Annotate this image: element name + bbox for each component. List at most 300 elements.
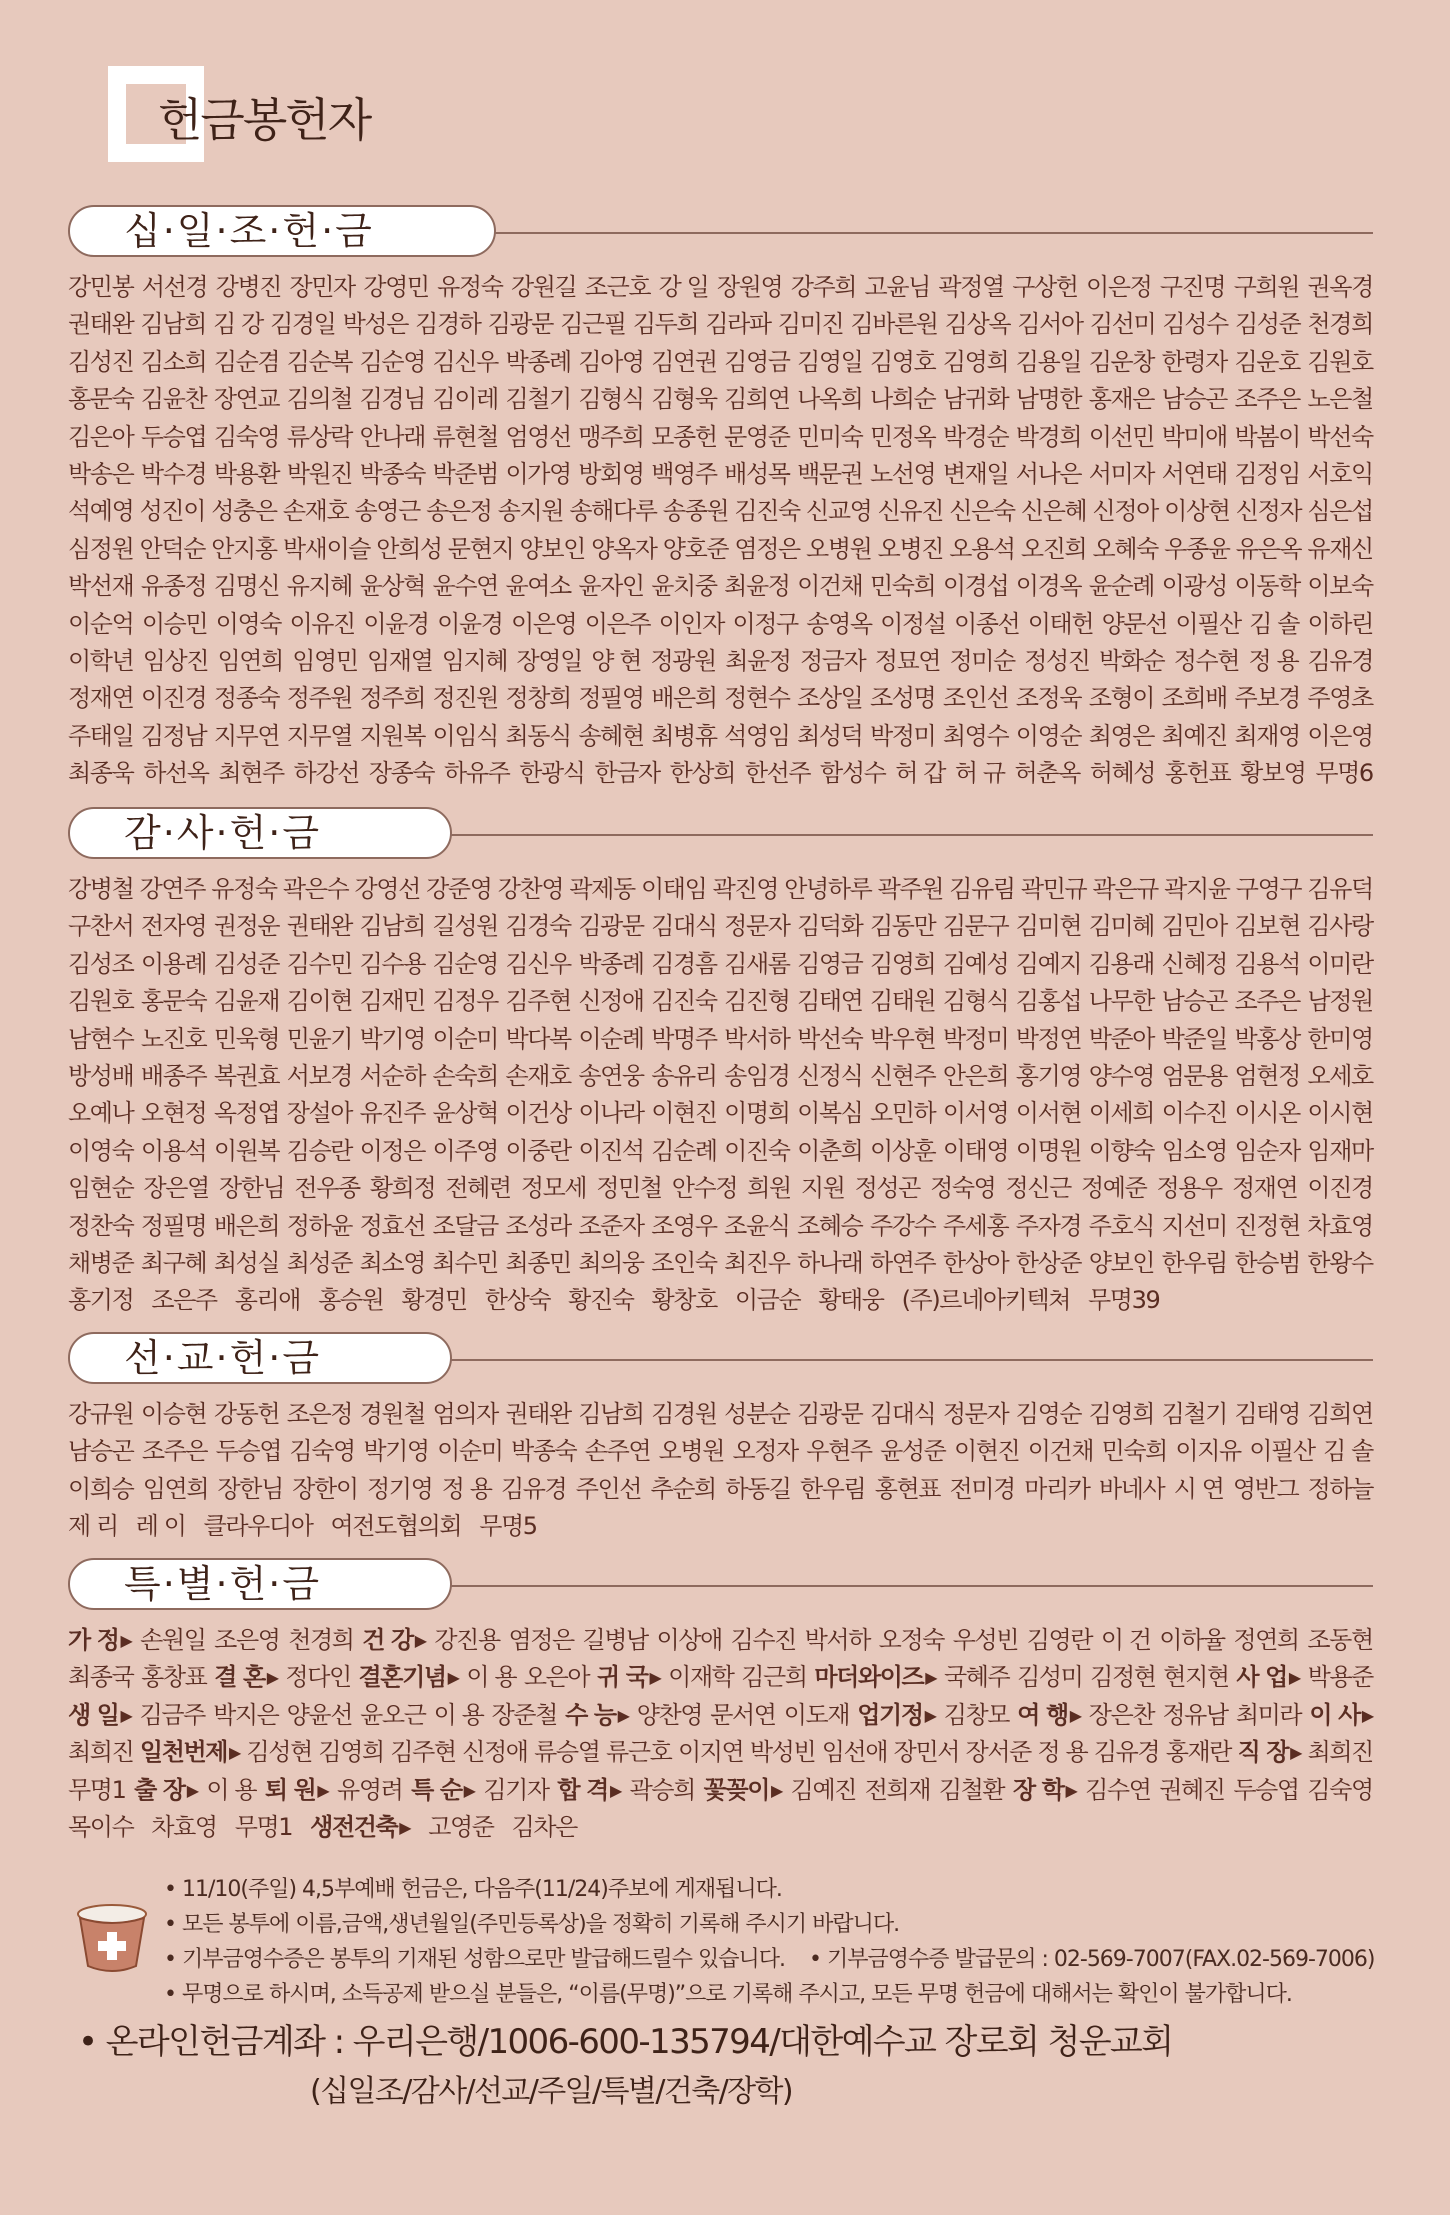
notice-line: • 무명으로 하시며, 소득공제 받으실 분들은, “이름(무명)”으로 기록해 주시고, 모든 무명 헌금에 대해서는 확인이 불가합니다. xyxy=(164,1982,1292,2007)
donor-name: 홍기정 xyxy=(68,1286,134,1315)
donor-name: 변재일 xyxy=(942,459,1009,488)
donor-name: 권태완 xyxy=(286,912,353,941)
donor-name: 양호준 xyxy=(662,534,729,563)
donor-name: 김광문 xyxy=(578,912,644,941)
donor-name: 김예진 xyxy=(790,1775,857,1804)
donor-name: 한왕수 xyxy=(1307,1248,1373,1277)
triangle-icon: ▶ xyxy=(1069,1705,1081,1725)
donor-name: 정하윤 xyxy=(286,1211,353,1240)
donor-name: 진정현 xyxy=(1234,1211,1300,1240)
donor-name: 이윤경 xyxy=(363,609,429,638)
donor-name: 이지연 xyxy=(677,1738,744,1767)
donor-name: 한우림 xyxy=(799,1474,866,1503)
triangle-icon: ▶ xyxy=(609,1780,621,1800)
donor-name: 이시현 xyxy=(1307,1099,1373,1128)
triangle-icon: ▶ xyxy=(317,1780,329,1800)
donor-name: 김영금 xyxy=(724,347,790,376)
donor-name: 주자경 xyxy=(1015,1211,1082,1240)
donor-name: 김숙영 xyxy=(1307,1775,1373,1804)
donor-name: 김유림 xyxy=(949,875,1015,903)
donor-name: 정연희 xyxy=(1233,1626,1299,1654)
donor-name: 마리카 xyxy=(1024,1474,1090,1503)
donor-name: 임영민 xyxy=(292,646,358,675)
triangle-icon: ▶ xyxy=(399,1817,411,1837)
triangle-icon: ▶ xyxy=(925,1668,937,1688)
donor-name: 조달금 xyxy=(432,1211,498,1240)
donor-name: 이세희 xyxy=(1088,1099,1155,1128)
donor-name: 김기자 xyxy=(483,1775,549,1804)
donor-name: 신정애 xyxy=(578,987,644,1016)
donor-name: 조은주 xyxy=(151,1286,217,1315)
donor-name: 허 규 xyxy=(954,759,1005,788)
donor-name: 박종숙 xyxy=(510,1437,577,1466)
donor-name: 곽은수 xyxy=(282,875,349,903)
category-label: 특 순 xyxy=(411,1775,462,1804)
page-header xyxy=(108,66,408,172)
donor-name: 오현정 xyxy=(140,1099,207,1128)
donor-name: 송종원 xyxy=(662,497,729,526)
donor-name: 이재학 xyxy=(668,1663,734,1692)
donor-name: 한금자 xyxy=(594,759,660,788)
donor-name: 김성미 xyxy=(1017,1663,1083,1692)
triangle-icon: ▶ xyxy=(1065,1780,1077,1800)
donor-name: 강병진 xyxy=(215,273,282,301)
donor-name: 구희원 xyxy=(1233,273,1300,301)
donor-name: 김원호 xyxy=(68,987,134,1016)
category-label: 직 장 xyxy=(1237,1738,1289,1767)
donor-name: 엄문용 xyxy=(1161,1061,1227,1090)
donor-name: 조근호 xyxy=(584,273,651,301)
name-row xyxy=(68,1471,1373,1508)
donor-name: 강준영 xyxy=(426,875,492,903)
donor-name: 이희승 xyxy=(68,1474,134,1503)
special-section xyxy=(68,1558,1373,1846)
donor-name: 윤상혁 xyxy=(432,1099,498,1128)
donor-name: 김미혜 xyxy=(1088,912,1155,941)
donor-name: 이서영 xyxy=(942,1099,1009,1128)
donor-name: 조은영 xyxy=(214,1626,280,1654)
donor-name: 양찬영 xyxy=(636,1700,703,1729)
donor-name: 조성명 xyxy=(869,684,936,713)
donor-name: 하연주 xyxy=(869,1248,936,1277)
section-divider xyxy=(450,1359,1373,1361)
category-group xyxy=(857,1697,935,1734)
donor-name: 김예지 xyxy=(1015,949,1082,978)
donor-name: 김문구 xyxy=(942,912,1009,941)
donor-name: 민숙희 xyxy=(1101,1437,1167,1466)
donor-name: 이 용 xyxy=(206,1775,257,1804)
donor-name: 류근호 xyxy=(606,1738,672,1767)
donor-name: 서보경 xyxy=(286,1061,353,1090)
donor-name: 오용석 xyxy=(949,534,1015,563)
donor-name: 엄영선 xyxy=(505,422,571,451)
donor-name: 조동현 xyxy=(1307,1626,1373,1654)
donor-list xyxy=(68,871,1373,1320)
donor-name: 이춘희 xyxy=(797,1136,863,1165)
donor-name: 정효선 xyxy=(359,1211,425,1240)
donor-name: 김태연 xyxy=(797,987,863,1016)
thanks-section xyxy=(68,807,1373,1320)
donor-name: 길병남 xyxy=(582,1626,648,1654)
donor-name: 복권효 xyxy=(213,1061,280,1090)
donor-name: 박미애 xyxy=(1161,422,1227,451)
donor-name: 염정은 xyxy=(734,534,800,563)
donor-name: 조형이 xyxy=(1088,684,1155,713)
category-label: 꽃꽂이 xyxy=(703,1775,770,1804)
donor-name: 정금자 xyxy=(799,646,866,675)
donor-name: 김경숙 xyxy=(505,912,571,941)
donor-name: 김광문 xyxy=(797,1400,863,1428)
donor-name: 이건상 xyxy=(505,1099,571,1128)
donor-name: 조희배 xyxy=(1161,684,1227,713)
donor-name: 이시온 xyxy=(1234,1099,1300,1128)
donor-name: 오은아 xyxy=(523,1663,590,1692)
donor-name: 최현주 xyxy=(218,759,284,788)
donor-name: 이중란 xyxy=(505,1136,571,1165)
donor-name: 황태웅 xyxy=(818,1286,884,1315)
donor-name: 양옥자 xyxy=(591,534,657,563)
donor-name: 김미진 xyxy=(777,310,844,339)
donor-name: 남승곤 xyxy=(1161,385,1227,414)
donor-name: 강동헌 xyxy=(213,1400,280,1428)
donor-name: 심은섭 xyxy=(1307,497,1373,526)
donor-name: 김성준 xyxy=(1234,310,1301,339)
donor-name: 하강선 xyxy=(293,759,359,788)
donor-name: 백영주 xyxy=(651,459,717,488)
donor-name: 강원길 xyxy=(510,273,577,301)
donor-name: 황경민 xyxy=(401,1286,467,1315)
donor-name: 박원진 xyxy=(286,459,353,488)
donor-name: 백문권 xyxy=(797,459,863,488)
donor-name: 김희연 xyxy=(1307,1400,1373,1428)
donor-name: 이향숙 xyxy=(1088,1136,1155,1165)
notice-receipt: • 기부금영수증은 봉투의 기재된 성함으로만 발급해드릴수 있습니다. xyxy=(164,1947,785,1972)
triangle-icon: ▶ xyxy=(266,1668,278,1688)
donor-name: 정재연 xyxy=(68,684,134,713)
donor-name: 양보인 xyxy=(1088,1248,1155,1277)
donor-name: 신혜정 xyxy=(1161,949,1227,978)
donor-name: 장은열 xyxy=(143,1174,209,1203)
name-row xyxy=(68,1282,1373,1319)
donor-name: 김윤재 xyxy=(213,987,280,1016)
donor-name: 이상현 xyxy=(1164,497,1230,526)
donor-name: 이용석 xyxy=(140,1136,207,1165)
donor-name: 오병원 xyxy=(658,1437,724,1466)
donor-name: 정광원 xyxy=(650,646,716,675)
donor-name: 김원호 xyxy=(1307,347,1373,376)
name-row xyxy=(68,680,1373,717)
donor-name: 이복심 xyxy=(797,1099,863,1128)
category-group xyxy=(557,1772,620,1809)
donor-name: 김철기 xyxy=(505,385,571,414)
donor-name: 장종숙 xyxy=(368,759,435,788)
donor-name: 김차은 xyxy=(511,1812,577,1841)
donor-name: 홍헌표 xyxy=(1164,759,1231,788)
donor-name: 김영희 xyxy=(942,347,1009,376)
donor-name: 김덕화 xyxy=(797,912,863,941)
donor-name: 이현진 xyxy=(651,1099,717,1128)
donor-name: 최종국 xyxy=(68,1663,134,1692)
donor-name: 김윤찬 xyxy=(140,385,207,414)
donor-name: 허혜성 xyxy=(1089,759,1156,788)
donor-name: 배종주 xyxy=(140,1061,207,1090)
donor-name: 이금순 xyxy=(734,1286,801,1315)
donor-name: 조윤식 xyxy=(724,1211,790,1240)
donor-name: 허춘옥 xyxy=(1014,759,1080,788)
donor-name: 김근희 xyxy=(741,1663,807,1692)
donor-name: 정성진 xyxy=(1024,646,1090,675)
donor-name: 최재영 xyxy=(1234,721,1300,750)
donor-name: 오민하 xyxy=(869,1099,936,1128)
donor-name: 이필산 xyxy=(1249,1437,1315,1466)
donor-name: 조주은 xyxy=(1234,385,1300,414)
donor-name: 정기영 xyxy=(367,1474,433,1503)
donor-name: 최수민 xyxy=(432,1248,498,1277)
donor-name: 임현순 xyxy=(68,1174,134,1203)
donor-name: 이 용 xyxy=(466,1663,517,1692)
name-row xyxy=(68,1809,1373,1846)
donor-name: 이순미 xyxy=(432,1024,498,1053)
donor-name: 양 현 xyxy=(591,646,642,675)
donor-name: 김경님 xyxy=(359,385,425,414)
section-title: 감·사·헌·금 xyxy=(68,807,452,859)
donor-name: 정문자 xyxy=(942,1400,1009,1428)
donor-name: 레 이 xyxy=(135,1512,186,1541)
donor-name: 정숙영 xyxy=(930,1174,996,1203)
donor-name: 지원 xyxy=(800,1174,845,1203)
donor-name: 윤수연 xyxy=(432,572,498,601)
donor-name: 김경일 xyxy=(270,310,336,339)
donor-name: 홍문숙 xyxy=(140,987,207,1016)
section-title: 특·별·헌·금 xyxy=(68,1558,452,1610)
donor-name: 전우종 xyxy=(294,1174,360,1203)
donor-name: 정다인 xyxy=(285,1663,351,1692)
donor-name: 무명5 xyxy=(479,1512,537,1541)
donor-name: 문현지 xyxy=(447,534,514,563)
donor-name: 최윤정 xyxy=(725,646,791,675)
donor-name: 홍창표 xyxy=(141,1663,207,1692)
donor-name: 황희정 xyxy=(369,1174,436,1203)
donor-name: 배은희 xyxy=(213,1211,280,1240)
donor-name: 권태완 xyxy=(505,1400,571,1428)
donor-name: 이은영 xyxy=(510,609,577,638)
donor-name: 이진숙 xyxy=(724,1136,790,1165)
donor-name: 김의철 xyxy=(286,385,353,414)
donor-name: 지선미 xyxy=(1161,1211,1227,1240)
category-label: 가 정 xyxy=(68,1626,119,1654)
donor-name: 서호익 xyxy=(1307,459,1373,488)
donor-name: 권혜진 xyxy=(1159,1775,1225,1804)
donor-name: 김신우 xyxy=(432,347,498,376)
donor-name: 영반그 xyxy=(1232,1474,1299,1503)
donor-name: 김순례 xyxy=(651,1136,717,1165)
donor-name: 정민철 xyxy=(596,1174,662,1203)
donor-name: 성진이 xyxy=(139,497,205,526)
donor-name: 시 연 xyxy=(1173,1474,1224,1503)
donor-name: 김대식 xyxy=(869,1400,936,1428)
triangle-icon: ▶ xyxy=(186,1780,198,1800)
donor-name: 이영순 xyxy=(1015,721,1082,750)
online-categories: (십일조/감사/선교/주일/특별/건축/장학) xyxy=(310,2074,792,2109)
donor-name: 이가영 xyxy=(505,459,571,488)
category-group xyxy=(1013,1772,1076,1809)
donor-name: 김미현 xyxy=(1015,912,1082,941)
triangle-icon: ▶ xyxy=(463,1780,475,1800)
donor-name: 곽은규 xyxy=(1092,875,1158,903)
donor-name: 최영은 xyxy=(1088,721,1155,750)
category-label: 사 업 xyxy=(1236,1663,1287,1692)
donor-name: 박경희 xyxy=(1015,422,1082,451)
donor-name: 노선영 xyxy=(869,459,936,488)
donor-name: 오병원 xyxy=(806,534,872,563)
name-row xyxy=(68,1433,1373,1470)
name-row xyxy=(68,1133,1373,1170)
donor-name: 김희연 xyxy=(724,385,790,414)
donor-name: 최성덕 xyxy=(797,721,863,750)
donor-name: 한광식 xyxy=(519,759,585,788)
donor-name: 최예진 xyxy=(1161,721,1227,750)
category-group xyxy=(134,1772,197,1809)
category-group xyxy=(1238,1734,1301,1771)
donor-name: 김성현 xyxy=(246,1738,312,1767)
donor-name: 송영근 xyxy=(354,497,420,526)
category-label: 수 능 xyxy=(565,1700,616,1729)
donor-name: 이은주 xyxy=(584,609,651,638)
donor-name: 김수연 xyxy=(1085,1775,1151,1804)
donor-name: 김남희 xyxy=(140,310,206,339)
donor-name: 임순자 xyxy=(1234,1136,1300,1165)
category-group xyxy=(140,1734,240,1771)
donor-name: 이유진 xyxy=(289,609,355,638)
category-label: 장 학 xyxy=(1012,1775,1064,1804)
donor-name: 이미란 xyxy=(1307,949,1373,978)
name-row xyxy=(68,1697,1373,1734)
donor-name: 이진경 xyxy=(140,684,207,713)
donor-name: 제 리 xyxy=(68,1512,118,1541)
name-row xyxy=(68,983,1373,1020)
donor-name: 김남희 xyxy=(578,1400,644,1428)
donor-name: 박성은 xyxy=(342,310,408,339)
donor-name: 장준철 xyxy=(491,1700,557,1729)
donor-name: 최성준 xyxy=(286,1248,353,1277)
donor-name: 오혜숙 xyxy=(1092,534,1158,563)
name-row xyxy=(68,643,1373,680)
donor-name: 최진우 xyxy=(724,1248,790,1277)
name-row xyxy=(68,1622,1373,1659)
donor-name: 이인자 xyxy=(658,609,724,638)
donor-name: 송영옥 xyxy=(806,609,872,638)
donor-name: 김예성 xyxy=(942,949,1009,978)
notice-line xyxy=(164,1942,1424,1977)
donor-name: 박성빈 xyxy=(749,1738,816,1767)
donor-list xyxy=(68,1622,1373,1846)
section-title: 선·교·헌·금 xyxy=(68,1332,452,1384)
donor-name: 안지홍 xyxy=(211,534,277,563)
donor-name: 이상훈 xyxy=(869,1136,936,1165)
donor-name: 이명원 xyxy=(1015,1136,1082,1165)
donor-name: 권태완 xyxy=(68,310,134,339)
name-row xyxy=(68,1734,1373,1771)
donor-name: 김서아 xyxy=(1017,310,1083,339)
donor-name: 권옥경 xyxy=(1307,273,1373,301)
donor-name: 이 용 xyxy=(433,1700,484,1729)
donor-name: 이정구 xyxy=(732,609,798,638)
category-label: 합 격 xyxy=(557,1775,608,1804)
donor-name: 정주원 xyxy=(286,684,353,713)
donor-name: 박준범 xyxy=(432,459,498,488)
page-title: 헌금봉헌자 xyxy=(158,93,371,147)
donor-name: 박우현 xyxy=(869,1024,936,1053)
donor-name: 박홍상 xyxy=(1234,1024,1300,1053)
donor-name: 조성라 xyxy=(505,1211,571,1240)
donor-name: 채병준 xyxy=(68,1248,134,1277)
donor-name: 황창호 xyxy=(651,1286,717,1315)
donor-name: 유진주 xyxy=(359,1099,425,1128)
donor-name: 목이수 xyxy=(68,1812,134,1841)
donor-name: 이승현 xyxy=(140,1400,207,1428)
donor-name: 정주희 xyxy=(359,684,425,713)
donor-name: 손재호 xyxy=(282,497,349,526)
donor-name: 강병철 xyxy=(68,875,134,903)
donor-name: 손주연 xyxy=(584,1437,651,1466)
name-row xyxy=(68,908,1373,945)
donor-name: 정 용 xyxy=(1248,646,1299,675)
donor-name: 박지은 xyxy=(213,1700,279,1729)
donor-name: 지무연 xyxy=(213,721,280,750)
donor-name: 이태임 xyxy=(641,875,707,903)
donor-name: 유재신 xyxy=(1307,534,1373,563)
donor-name: 한선주 xyxy=(744,759,811,788)
donor-name: 장연교 xyxy=(213,385,280,414)
donor-name: 김라파 xyxy=(705,310,771,339)
donor-name: 최구혜 xyxy=(140,1248,207,1277)
triangle-icon: ▶ xyxy=(447,1668,459,1688)
donor-name: 김이레 xyxy=(432,385,498,414)
donor-name: 이윤경 xyxy=(437,609,503,638)
donor-name: 구찬서 xyxy=(68,912,134,941)
donor-name: 나무한 xyxy=(1088,987,1155,1016)
triangle-icon: ▶ xyxy=(1290,1743,1302,1763)
category-label: 이 사 xyxy=(1309,1700,1360,1729)
section-divider xyxy=(450,1585,1373,1587)
donor-name: 양윤선 xyxy=(286,1700,352,1729)
donor-name: 김태영 xyxy=(1234,1400,1300,1428)
category-group xyxy=(68,1622,131,1659)
donor-name: 유정숙 xyxy=(437,273,503,301)
donor-name: 이경옥 xyxy=(1015,572,1082,601)
donor-name: 김아영 xyxy=(578,347,644,376)
donor-name: 노진호 xyxy=(140,1024,207,1053)
donor-name: 임연희 xyxy=(217,646,283,675)
category-group xyxy=(1309,1697,1372,1734)
triangle-icon: ▶ xyxy=(229,1743,240,1763)
notice-line: • 11/10(주일) 4,5부예배 헌금은, 다음주(11/24)주보에 게재됩니다. xyxy=(164,1877,782,1902)
category-label: 출 장 xyxy=(134,1775,185,1804)
donor-name: 김민아 xyxy=(1161,912,1227,941)
donor-name: 조주은 xyxy=(141,1437,208,1466)
donor-name: 오정숙 xyxy=(878,1626,945,1654)
donor-name: 노은철 xyxy=(1307,385,1373,414)
donor-name: 김용일 xyxy=(1015,347,1082,376)
donor-name: 이순미 xyxy=(437,1437,503,1466)
donor-name: 김유덕 xyxy=(1307,875,1373,903)
donor-name: 이학년 xyxy=(68,646,134,675)
donor-name: 남귀화 xyxy=(942,385,1009,414)
donor-name: 배성목 xyxy=(724,459,790,488)
donor-name: 송유리 xyxy=(651,1061,717,1090)
donor-name: 정필명 xyxy=(140,1211,207,1240)
donor-name: 이명희 xyxy=(724,1099,790,1128)
